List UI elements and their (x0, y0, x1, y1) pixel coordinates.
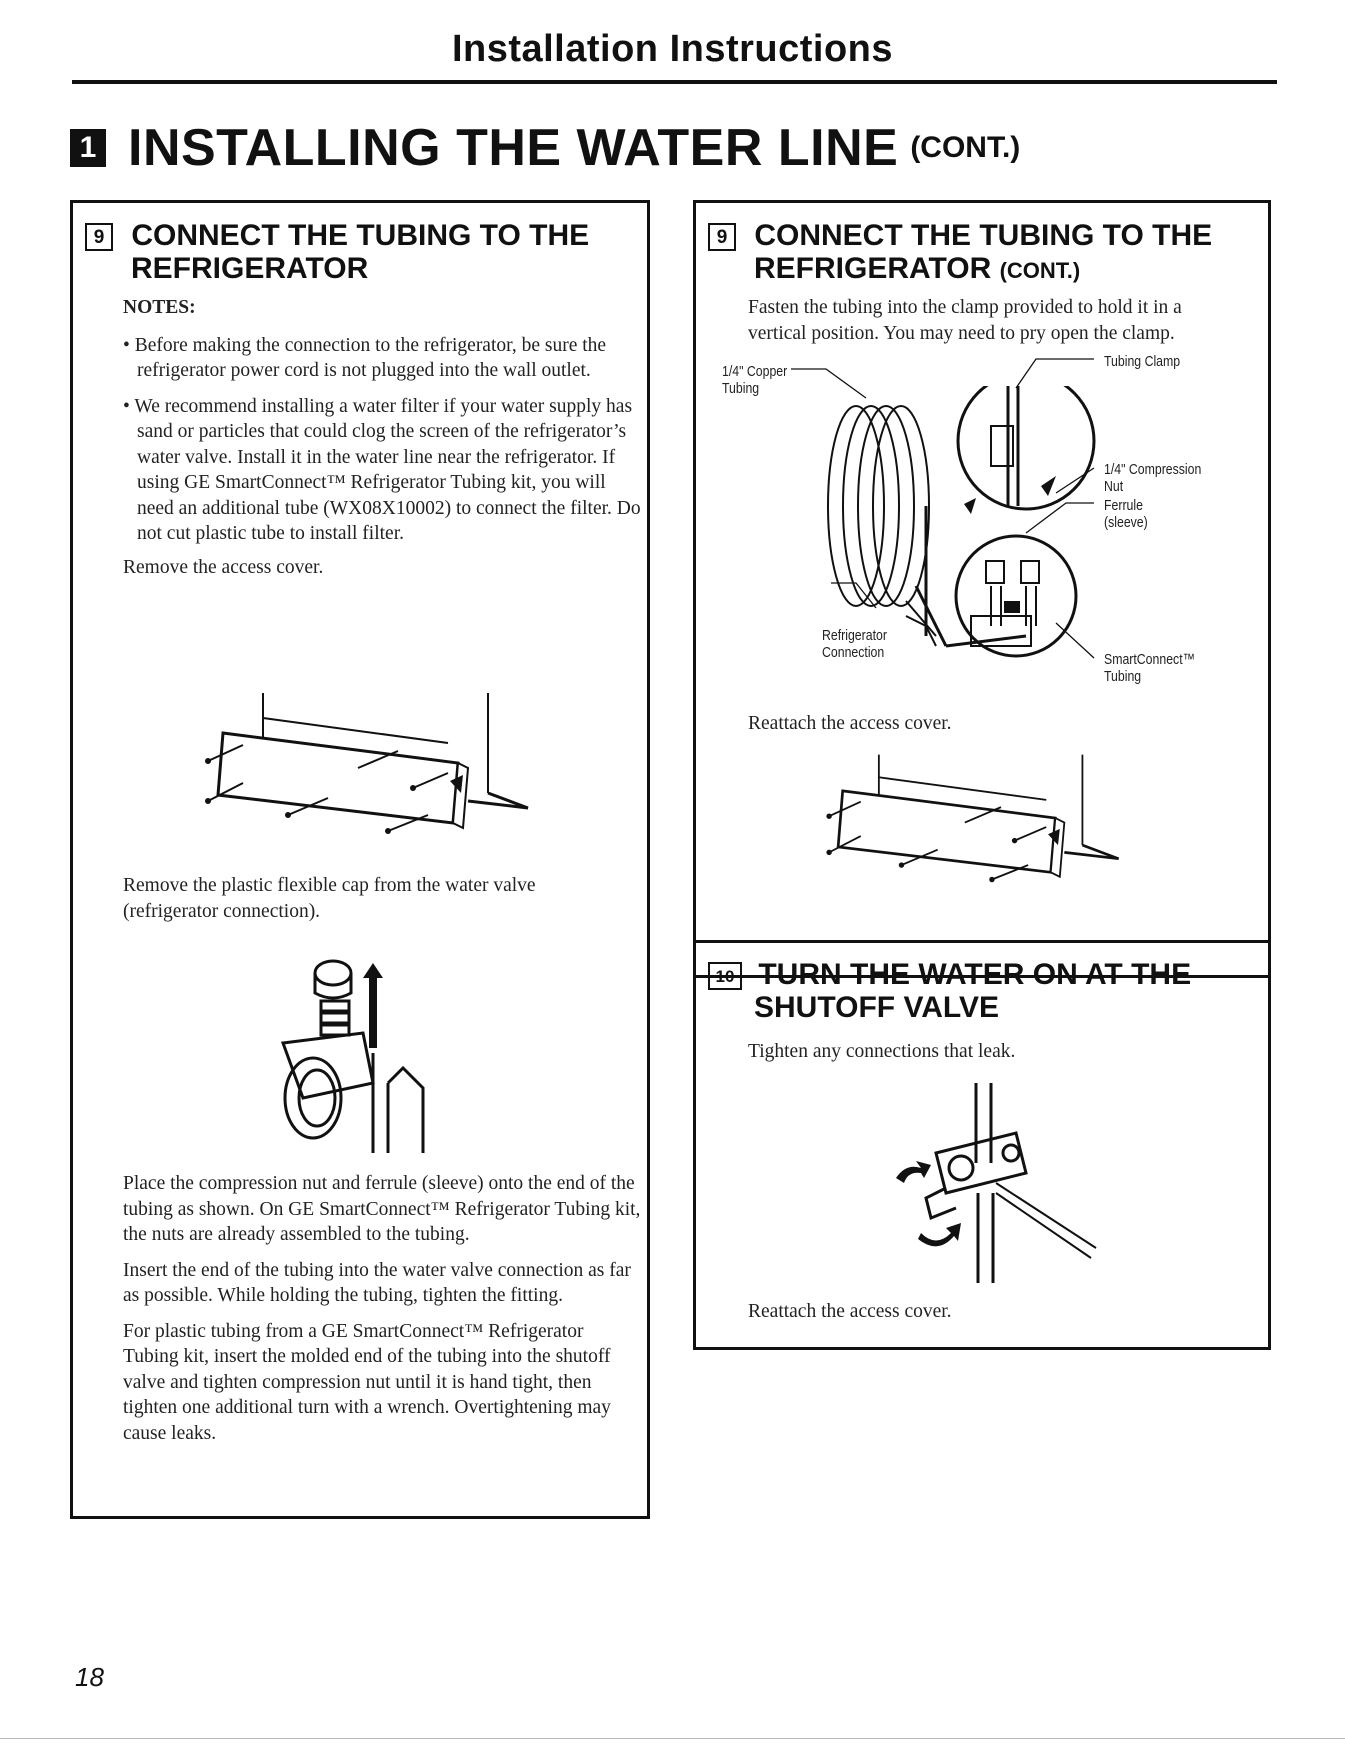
tighten-text: Tighten any connections that leak. (748, 1041, 1016, 1062)
page-number: 18 (75, 1662, 104, 1692)
callout-tubing-clamp: Tubing Clamp (1104, 353, 1181, 370)
heading-line-1: TURN THE WATER ON AT THE (758, 958, 1192, 991)
reattach-cover-text: Reattach the access cover. (748, 1301, 952, 1322)
callout-compression-nut: 1/4" Compression Nut (1104, 461, 1202, 495)
left-step-heading (85, 219, 645, 285)
heading-suffix: (CONT.) (999, 258, 1081, 283)
page-header: Installation Instructions (451, 28, 894, 70)
heading-line-2: REFRIGERATOR (131, 252, 369, 285)
remove-cap-text: Remove the plastic flexible cap from the water valve (refrigerator connection). (123, 875, 536, 922)
left-step-panel (70, 200, 650, 1519)
heading-line-2: SHUTOFF VALVE (754, 991, 1000, 1024)
place-nut-text: Place the compression nut and ferrule (sleeve) onto the end of the tubing as shown. On GE SmartConnect™ Refrigerator Tubing kit, the nuts are already assembled to the tubing. (123, 1173, 641, 1245)
section-title (70, 118, 1020, 178)
left-instructions (123, 1171, 643, 1446)
section-title-text: INSTALLING THE WATER LINE (128, 119, 899, 177)
shutoff-valve-illustration (866, 1083, 1116, 1283)
section-number-badge: 1 (70, 129, 106, 167)
step-number-badge: 9 (708, 223, 736, 251)
heading-line-1: CONNECT THE TUBING TO THE (754, 219, 1213, 252)
note-bullet-1: • Before making the connection to the refrigerator, be sure the refrigerator power cord is not plugged into the wall outlet. (123, 334, 607, 381)
plastic-tubing-text: For plastic tubing from a GE SmartConnect™ Refrigerator Tubing kit, insert the molded end of the tubing into the shutoff valve and tighten compression nut until it is hand tight, then tighten one additional turn with a wrench. Overtightening may cause leaks. (123, 1320, 611, 1444)
bottom-rule (0, 1738, 1345, 1739)
fasten-text: Fasten the tubing into the clamp provided to hold it in a vertical position. You may need to pry open the clamp. (748, 297, 1182, 344)
callout-ferrule: Ferrule (sleeve) (1104, 497, 1148, 531)
step-number-badge: 9 (85, 223, 113, 251)
step-number-badge: 10 (708, 962, 742, 990)
reattach-cover-text: Reattach the access cover. (748, 713, 952, 734)
callout-copper-tubing: 1/4" Copper Tubing (722, 363, 788, 397)
notes-label: NOTES: (123, 297, 196, 318)
access-cover-illustration (188, 683, 608, 843)
heading-line-2: REFRIGERATOR (CONT.) (754, 252, 1081, 285)
insert-tubing-text: Insert the end of the tubing into the water valve connection as far as possible. While holding the tubing, tighten the fitting. (123, 1259, 631, 1306)
header-rule (72, 80, 1277, 84)
right-bottom-step-heading (708, 958, 1268, 1024)
heading-line-1: CONNECT THE TUBING TO THE (131, 219, 590, 252)
water-valve-illustration (263, 953, 523, 1153)
right-bottom-step-panel (693, 940, 1271, 1350)
note-bullet-2: • We recommend installing a water filter if your water supply has sand or particles that could clog the screen of the refrigerator’s water valve. Install it in the water line near the refrigerator. If using GE SmartConnect™ Refrigerator Tubing kit, you will need an additional tube (WX08X10002) to connect the filter. Do not cut plastic tube to install filter. (123, 395, 641, 544)
section-title-suffix: (CONT.) (910, 131, 1021, 164)
callout-refrigerator-connection: Refrigerator Connection (822, 627, 887, 661)
callout-smartconnect-tubing: SmartConnect™ Tubing (1104, 651, 1195, 685)
access-cover-illustration (811, 738, 1191, 898)
right-top-step-panel (693, 200, 1271, 978)
remove-cover-text: Remove the access cover. (123, 556, 324, 578)
left-notes (123, 295, 643, 580)
